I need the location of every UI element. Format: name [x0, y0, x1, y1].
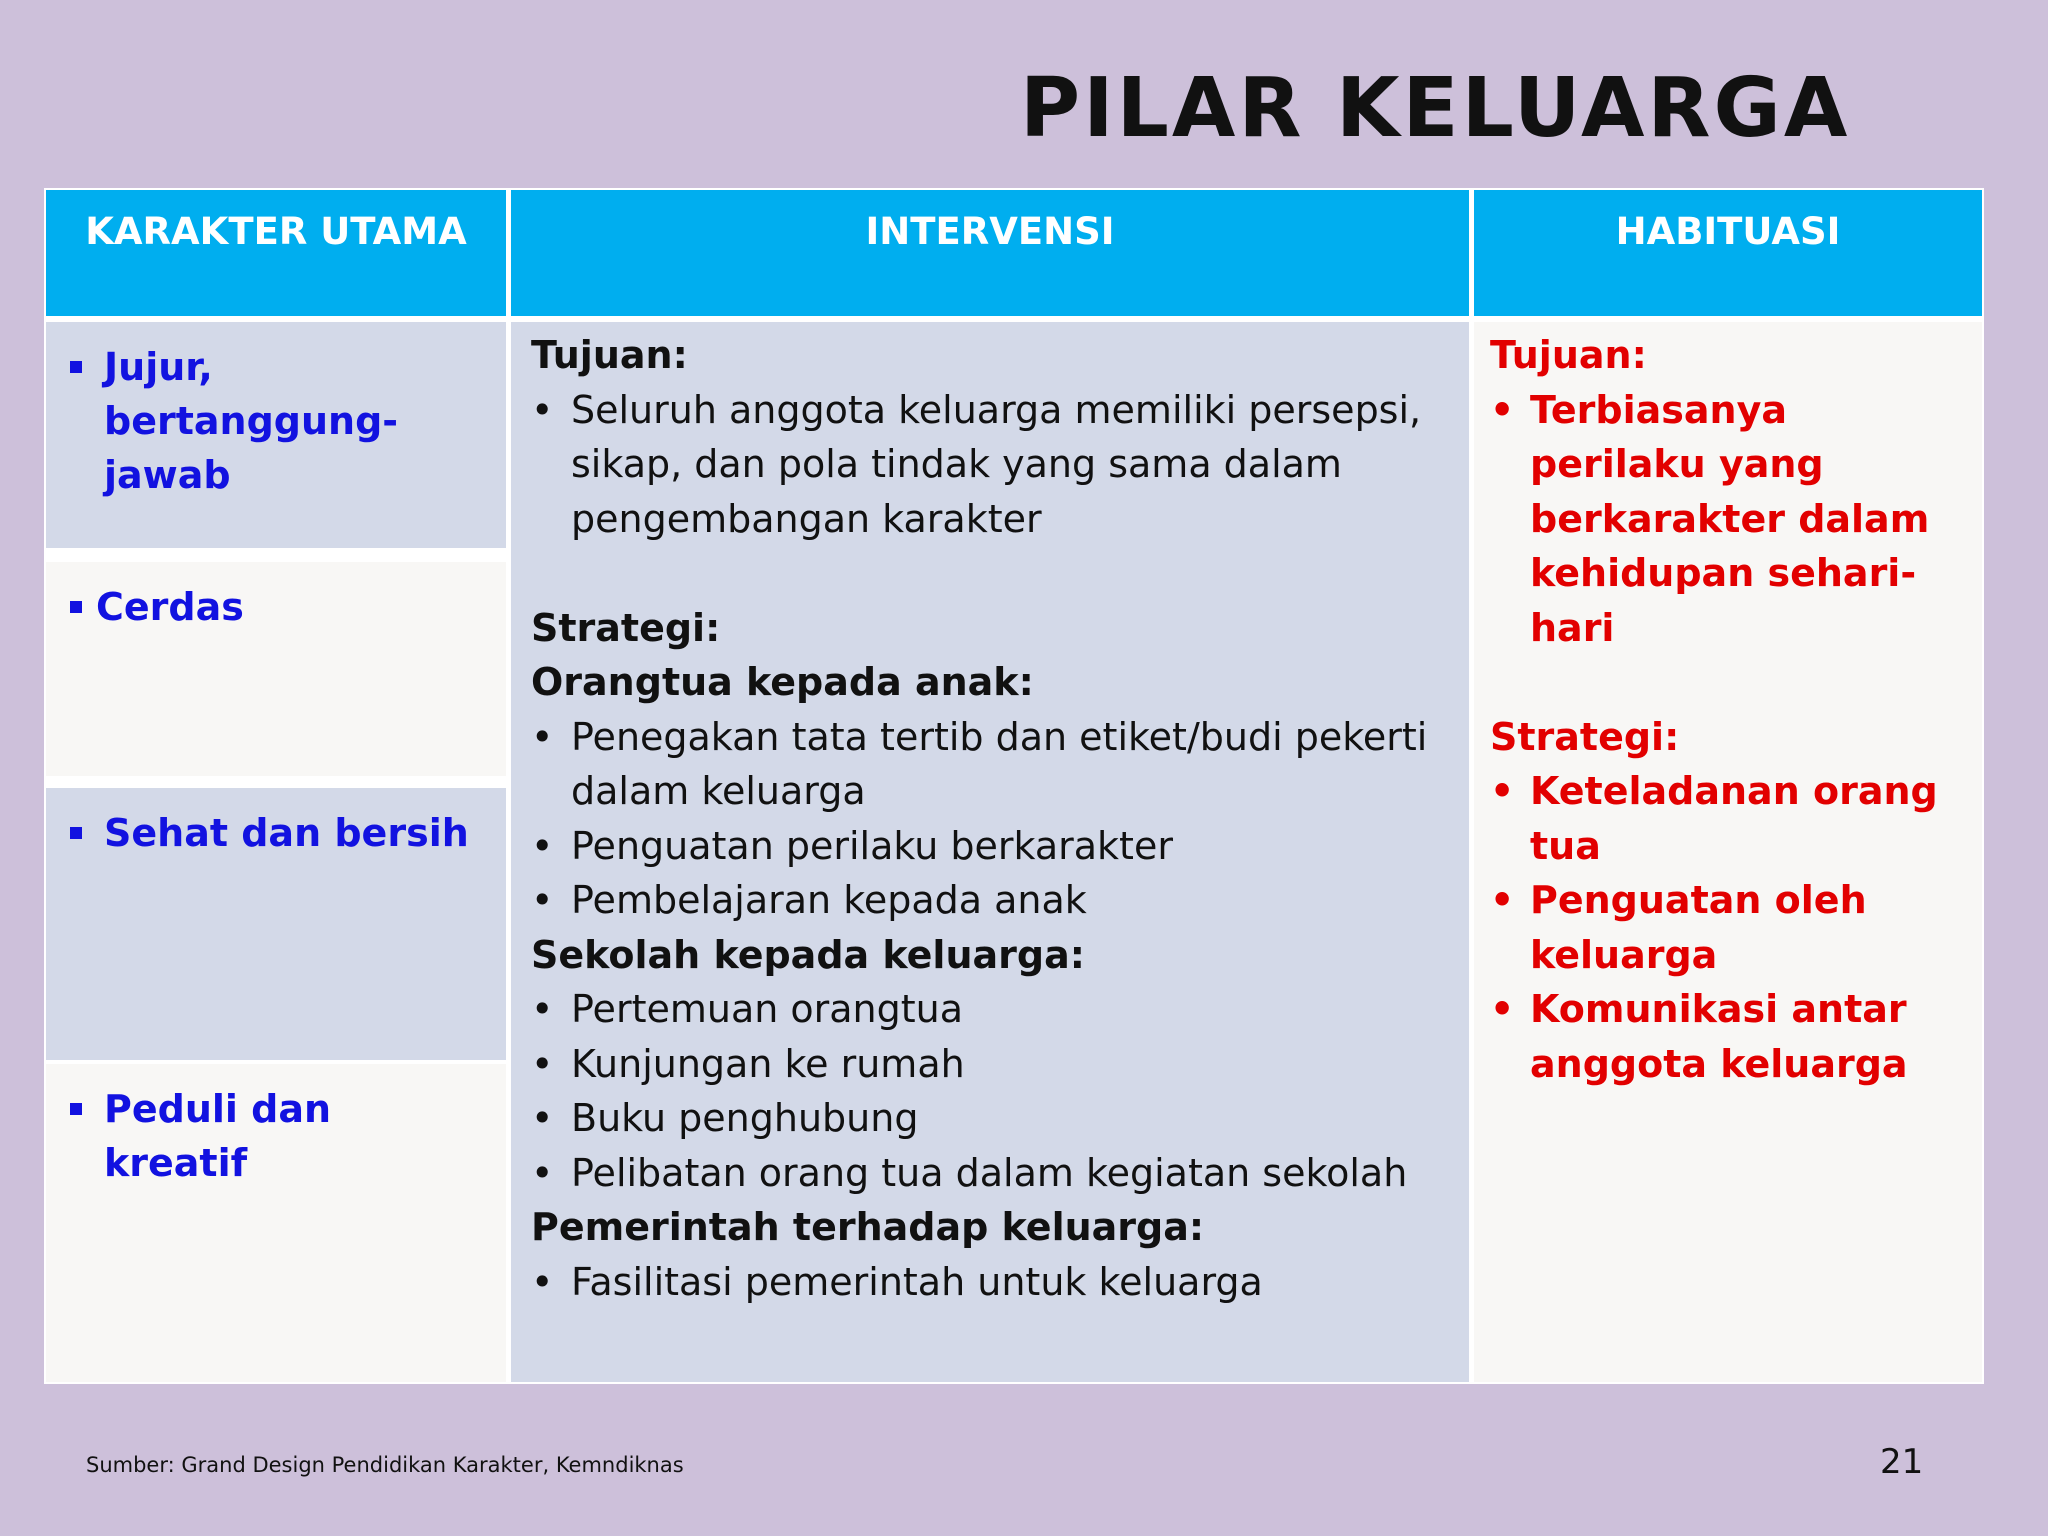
karakter-item: [70, 580, 486, 634]
intervensi-strategi-label: Strategi:: [531, 605, 721, 650]
slide-title: PILAR KELUARGA: [1020, 61, 1851, 156]
karakter-cell-2: [46, 562, 506, 776]
list-item: • Pertemuan orangtua: [531, 982, 1449, 1037]
bullet-icon: •: [531, 714, 554, 759]
bullet-icon: •: [531, 1096, 554, 1140]
list-item: • Seluruh anggota keluarga memiliki persepsi, sikap, dan pola tindak yang sama dalam pengembangan karakter: [531, 383, 1449, 547]
list-item: • Keteladanan orang tua: [1490, 764, 1972, 873]
karakter-label: Jujur, bertanggung-jawab: [104, 345, 399, 497]
orangtua-label: Orangtua kepada anak:: [531, 660, 1034, 704]
bullet-icon: •: [531, 823, 554, 868]
list-item: • Fasilitasi pemerintah untuk keluarga: [531, 1255, 1449, 1310]
square-bullet-icon: [70, 827, 82, 839]
bullet-icon: •: [1490, 878, 1515, 922]
karakter-item: [70, 1082, 486, 1190]
habituasi-tujuan-label: Tujuan:: [1490, 333, 1647, 377]
bullet-icon: •: [531, 1041, 554, 1086]
habituasi-cell: [1474, 322, 1982, 1382]
list-item: • Komunikasi antar anggota keluarga: [1490, 982, 1972, 1091]
karakter-label: Cerdas: [96, 585, 244, 629]
karakter-item: [70, 340, 486, 502]
karakter-cell-4: [46, 1064, 506, 1382]
bullet-icon: •: [531, 387, 554, 432]
list-item: • Kunjungan ke rumah: [531, 1037, 1449, 1092]
bullet-icon: •: [531, 878, 554, 922]
list-item: • Buku penghubung: [531, 1091, 1449, 1146]
list-item: • Penguatan perilaku berkarakter: [531, 819, 1449, 874]
karakter-item: [70, 806, 486, 860]
header-intervensi: INTERVENSI: [511, 190, 1469, 316]
source-note: Sumber: Grand Design Pendidikan Karakter, Kemndiknas: [86, 1453, 684, 1477]
intervensi-cell: [511, 322, 1469, 1382]
bullet-icon: •: [1490, 769, 1515, 813]
sekolah-label: Sekolah kepada keluarga:: [531, 932, 1085, 977]
pilar-table: [44, 188, 1984, 1384]
bullet-icon: •: [531, 1150, 554, 1195]
karakter-cell-3: [46, 788, 506, 1060]
list-item: • Pelibatan orang tua dalam kegiatan sekolah: [531, 1146, 1449, 1201]
square-bullet-icon: [70, 361, 82, 373]
karakter-label: Peduli dan kreatif: [104, 1087, 332, 1185]
bullet-icon: •: [1490, 987, 1515, 1031]
karakter-cell-1: [46, 322, 506, 548]
page-number: 21: [1880, 1442, 1924, 1482]
list-item: • Pembelajaran kepada anak: [531, 873, 1449, 928]
habituasi-strategi-label: Strategi:: [1490, 714, 1680, 759]
karakter-label: Sehat dan bersih: [104, 811, 469, 855]
square-bullet-icon: [70, 601, 82, 613]
header-habituasi: HABITUASI: [1474, 190, 1982, 316]
bullet-icon: •: [531, 1259, 554, 1304]
list-item: • Terbiasanya perilaku yang berkarakter dalam kehidupan sehari-hari: [1490, 383, 1972, 656]
intervensi-tujuan-label: Tujuan:: [531, 333, 688, 377]
pemerintah-label: Pemerintah terhadap keluarga:: [531, 1205, 1205, 1249]
list-item: • Penegakan tata tertib dan etiket/budi pekerti dalam keluarga: [531, 710, 1449, 819]
square-bullet-icon: [70, 1103, 82, 1115]
header-karakter-utama: KARAKTER UTAMA: [46, 190, 506, 316]
list-item: • Penguatan oleh keluarga: [1490, 873, 1972, 982]
bullet-icon: •: [1490, 387, 1515, 432]
bullet-icon: •: [531, 987, 554, 1031]
